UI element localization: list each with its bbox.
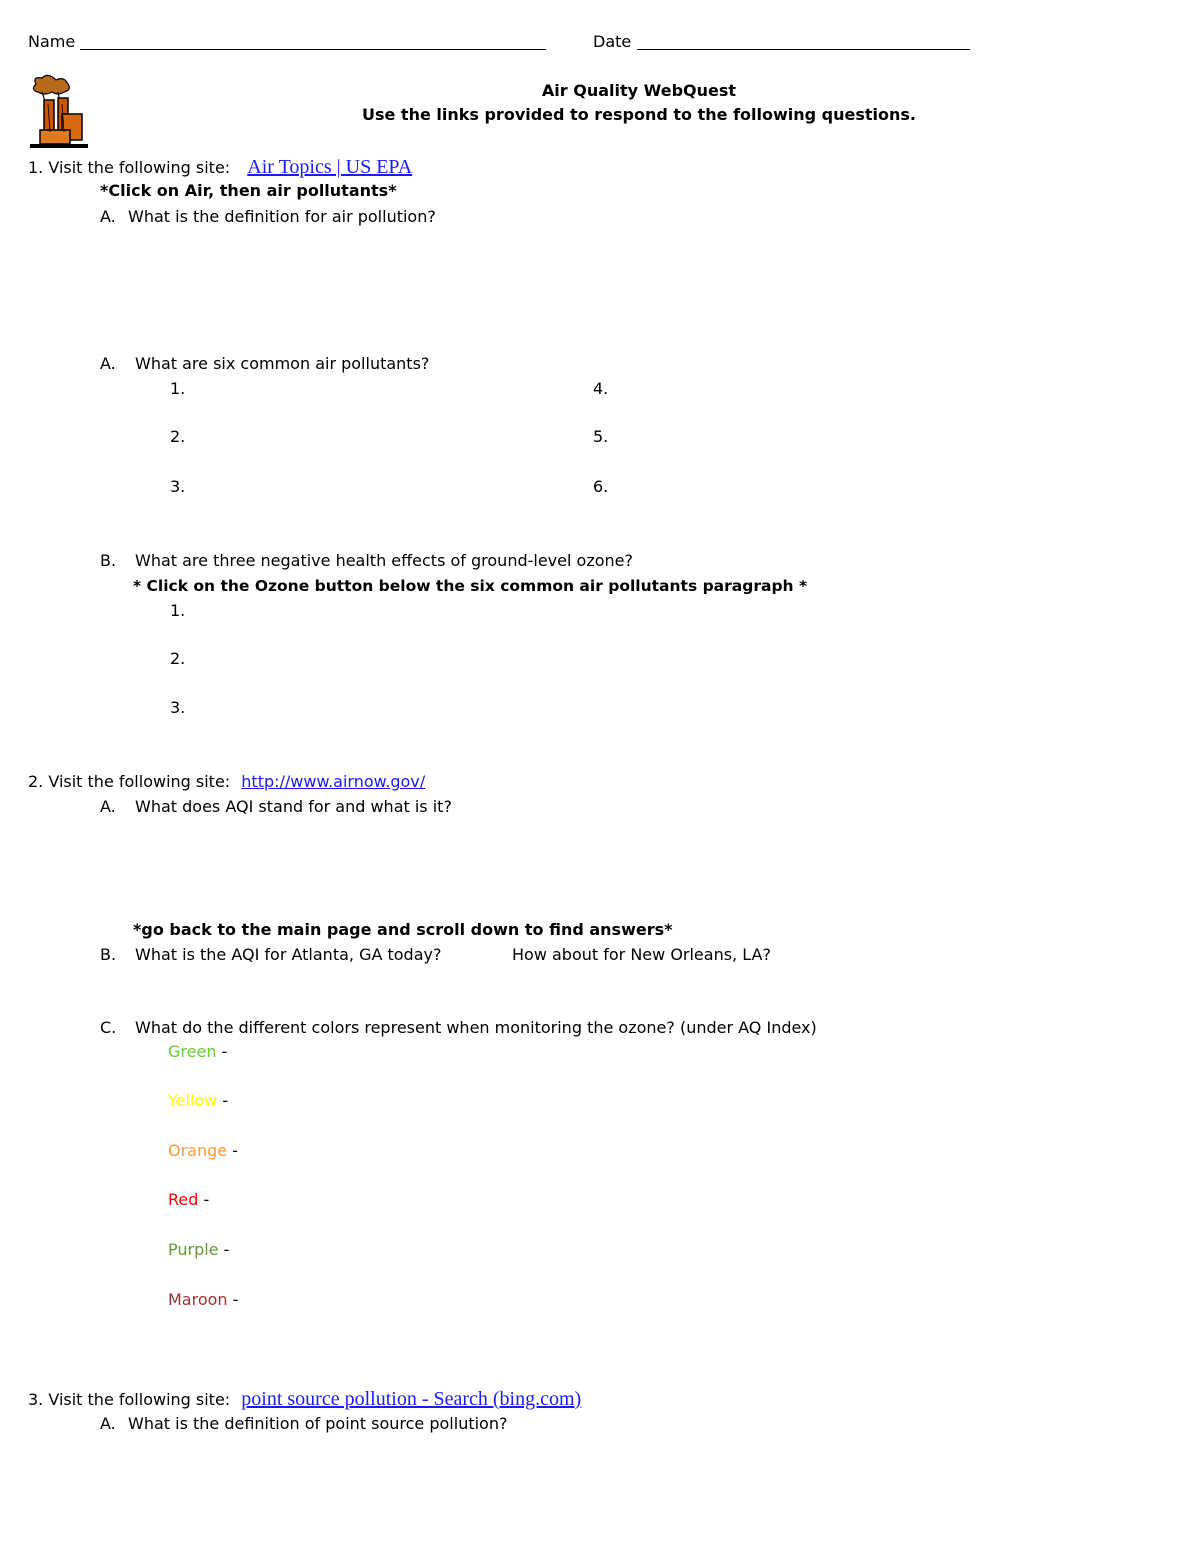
q2c-text: What do the different colors represent when monitoring the ozone? (under AQ Index) bbox=[135, 1018, 817, 1037]
pollutant-num-1: 1. bbox=[170, 379, 186, 398]
q2-prefix: 2. Visit the following site: bbox=[28, 772, 231, 791]
q3a-letter: A. bbox=[100, 1414, 116, 1433]
q1a-text: What is the definition for air pollution? bbox=[128, 207, 436, 226]
color-label-red: Red bbox=[168, 1190, 199, 1209]
color-row-maroon bbox=[168, 1290, 238, 1310]
page-subtitle: Use the links provided to respond to the following questions. bbox=[361, 105, 916, 124]
effect-num-1: 1. bbox=[170, 601, 186, 620]
color-dash-yellow: - bbox=[222, 1091, 229, 1110]
color-label-green: Green bbox=[168, 1042, 217, 1061]
q2-prompt bbox=[28, 772, 425, 792]
color-dash-orange: - bbox=[232, 1141, 238, 1160]
name-field-line[interactable] bbox=[80, 49, 546, 50]
pollutant-num-6: 6. bbox=[593, 477, 609, 496]
color-label-orange: Orange bbox=[168, 1141, 228, 1160]
pollutant-num-3: 3. bbox=[170, 477, 186, 496]
q3-link[interactable]: point source pollution - Search (bing.com) bbox=[241, 1388, 582, 1410]
color-row-red bbox=[168, 1190, 209, 1210]
q1c-text: What are three negative health effects of ground-level ozone? bbox=[135, 551, 633, 570]
q1-prefix: 1. Visit the following site: bbox=[28, 158, 231, 177]
q2b-text-2: How about for New Orleans, LA? bbox=[512, 945, 771, 964]
pollutant-num-5: 5. bbox=[593, 427, 609, 446]
q1c-letter: B. bbox=[100, 551, 117, 570]
q1-hint: *Click on Air, then air pollutants* bbox=[100, 181, 397, 200]
color-label-purple: Purple bbox=[168, 1240, 219, 1259]
color-row-yellow bbox=[168, 1091, 228, 1111]
pollutant-num-4: 4. bbox=[593, 379, 609, 398]
q1a-letter: A. bbox=[100, 207, 116, 226]
q3-prompt bbox=[28, 1389, 581, 1410]
q1-prompt bbox=[28, 157, 412, 178]
color-row-purple bbox=[168, 1240, 229, 1260]
q2-hint: *go back to the main page and scroll down to find answers* bbox=[133, 920, 673, 939]
q3a-text: What is the definition of point source pollution? bbox=[128, 1414, 508, 1433]
color-dash-maroon: - bbox=[232, 1290, 239, 1309]
color-dash-purple: - bbox=[223, 1240, 230, 1259]
q2a-letter: A. bbox=[100, 797, 116, 816]
color-label-yellow: Yellow bbox=[168, 1091, 218, 1110]
q2b-letter: B. bbox=[100, 945, 117, 964]
q2a-text: What does AQI stand for and what is it? bbox=[135, 797, 452, 816]
color-label-maroon: Maroon bbox=[168, 1290, 228, 1309]
q3-prefix: 3. Visit the following site: bbox=[28, 1390, 231, 1409]
q1b-text: What are six common air pollutants? bbox=[135, 354, 430, 373]
color-row-orange bbox=[168, 1141, 238, 1161]
pollutant-num-2: 2. bbox=[170, 427, 186, 446]
q2-link[interactable]: http://www.airnow.gov/ bbox=[241, 772, 426, 791]
q1-link[interactable]: Air Topics | US EPA bbox=[247, 156, 413, 178]
date-label: Date bbox=[593, 32, 632, 51]
name-label: Name bbox=[28, 32, 76, 51]
q1b-letter: A. bbox=[100, 354, 116, 373]
q2c-letter: C. bbox=[100, 1018, 117, 1037]
color-row-green bbox=[168, 1042, 227, 1062]
color-dash-red: - bbox=[203, 1190, 210, 1209]
date-field-line[interactable] bbox=[637, 49, 970, 50]
q2b-text: What is the AQI for Atlanta, GA today? bbox=[135, 945, 442, 964]
effect-num-2: 2. bbox=[170, 649, 186, 668]
effect-num-3: 3. bbox=[170, 698, 186, 717]
color-dash-green: - bbox=[221, 1042, 228, 1061]
q1c-hint: * Click on the Ozone button below the six common air pollutants paragraph * bbox=[133, 577, 808, 595]
page-title: Air Quality WebQuest bbox=[541, 81, 737, 100]
